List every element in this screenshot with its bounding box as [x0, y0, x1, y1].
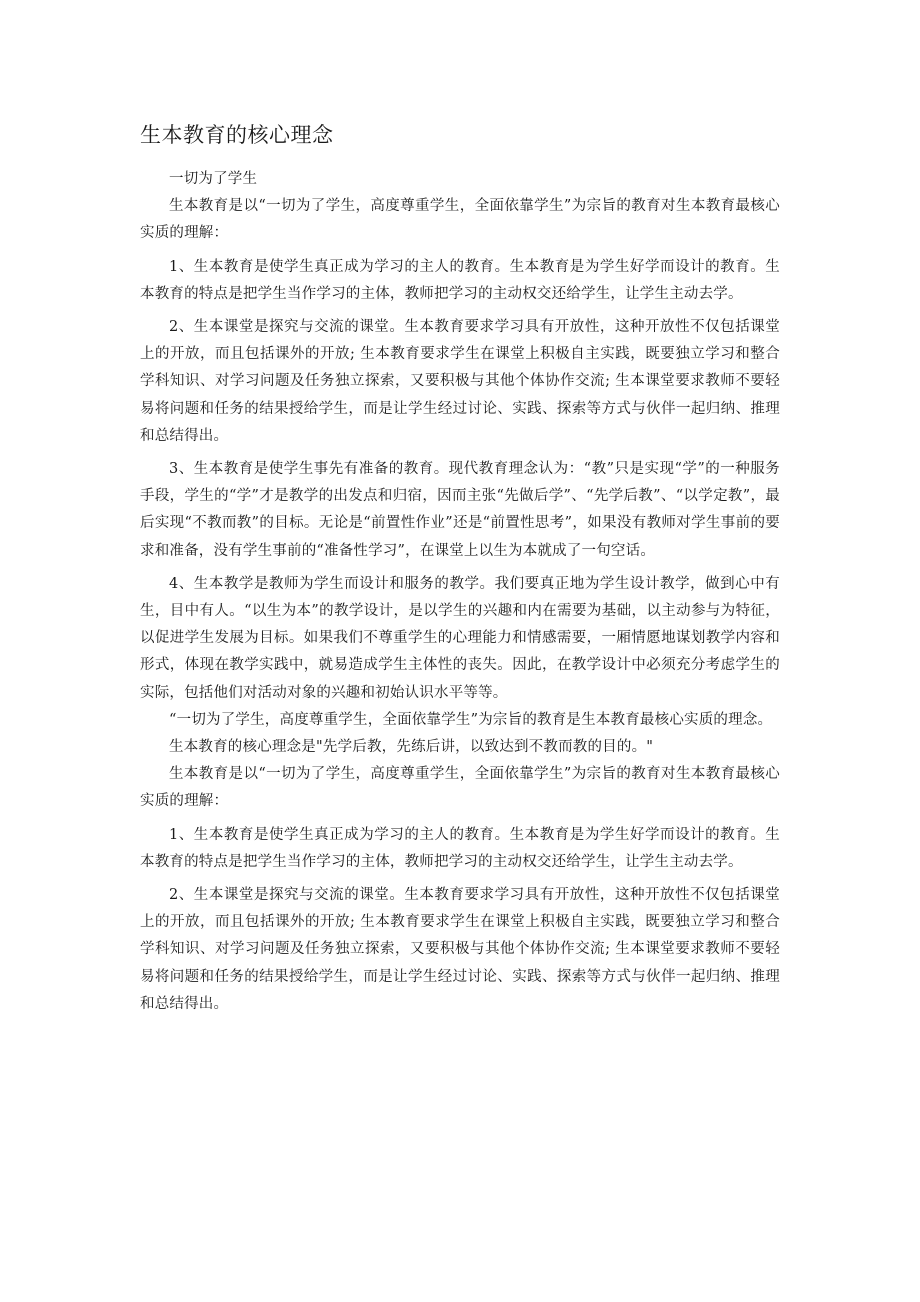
document-title: 生本教育的核心理念	[140, 123, 334, 147]
paragraph-point-1: 1、生本教育是使学生真正成为学习的主人的教育。生本教育是为学生好学而设计的教育。生本教育的特点是把学生当作学习的主体，教师把学习的主动权交还给学生，让学生主动去学。	[140, 258, 780, 302]
paragraph-point-2: 2、生本课堂是探究与交流的课堂。生本教育要求学习具有开放性，这种开放性不仅包括课堂上的开放，而且包括课外的开放; 生本教育要求学生在课堂上积极自主实践，既要独立学习和整合学科知识、对学习问题及任务独立探索，又要积极与其他个体协作交流; 生本课堂要求教师不要轻易将问题和任务的结果授给学生，而是让学生经过讨论、实践、探索等方式与伙伴一起归纳、推理和总结得出。	[140, 319, 780, 444]
paragraph-point-4: 4、生本教学是教师为学生而设计和服务的教学。我们要真正地为学生设计教学，做到心中有生，目中有人。“以生为本”的教学设计，是以学生的兴趣和内在需要为基础，以主动参与为特征，以促进学生发展为目标。如果我们不尊重学生的心理能力和情感需要，一厢情愿地谋划教学内容和形式，体现在教学实践中，就易造成学生主体性的丧失。因此，在教学设计中必须充分考虑学生的实际，包括他们对活动对象的兴趣和初始认识水平等等。	[140, 575, 780, 701]
paragraph-summary: “一切为了学生，高度尊重学生，全面依靠学生”为宗旨的教育是生本教育最核心实质的理念。	[169, 711, 773, 728]
paragraph-point-3: 3、生本教育是使学生事先有准备的教育。现代教育理念认为：“教”只是实现“学”的一种服务手段，学生的“学”才是教学的出发点和归宿，因而主张“先做后学”、“先学后教”、“以学定教”，最后实现“不教而教”的目标。无论是“前置性作业”还是“前置性思考”，如果没有教师对学生事前的要求和准备，没有学生事前的“准备性学习”，在课堂上以生为本就成了一句空话。	[140, 461, 780, 559]
document-body	[140, 166, 780, 1018]
paragraph-point-2-repeat: 2、生本课堂是探究与交流的课堂。生本教育要求学习具有开放性，这种开放性不仅包括课堂上的开放，而且包括课外的开放; 生本教育要求学生在课堂上积极自主实践，既要独立学习和整合学科知识、对学习问题及任务独立探索，又要积极与其他个体协作交流; 生本课堂要求教师不要轻易将问题和任务的结果授给学生，而是让学生经过讨论、实践、探索等方式与伙伴一起归纳、推理和总结得出。	[140, 887, 780, 1012]
paragraph-intro: 生本教育是以“一切为了学生，高度尊重学生，全面依靠学生”为宗旨的教育对生本教育最核心实质的理解：	[140, 198, 780, 242]
document-page	[140, 118, 780, 1018]
paragraph-core-idea: 生本教育的核心理念是"先学后教，先练后讲，以致达到不教而教的目的。"	[169, 739, 654, 756]
paragraph-intro-repeat: 生本教育是以“一切为了学生，高度尊重学生，全面依靠学生”为宗旨的教育对生本教育最核心实质的理解：	[140, 766, 780, 810]
paragraph-heading-students: 一切为了学生	[169, 171, 258, 187]
paragraph-point-1-repeat: 1、生本教育是使学生真正成为学习的主人的教育。生本教育是为学生好学而设计的教育。生本教育的特点是把学生当作学习的主体，教师把学习的主动权交还给学生，让学生主动去学。	[140, 826, 780, 870]
